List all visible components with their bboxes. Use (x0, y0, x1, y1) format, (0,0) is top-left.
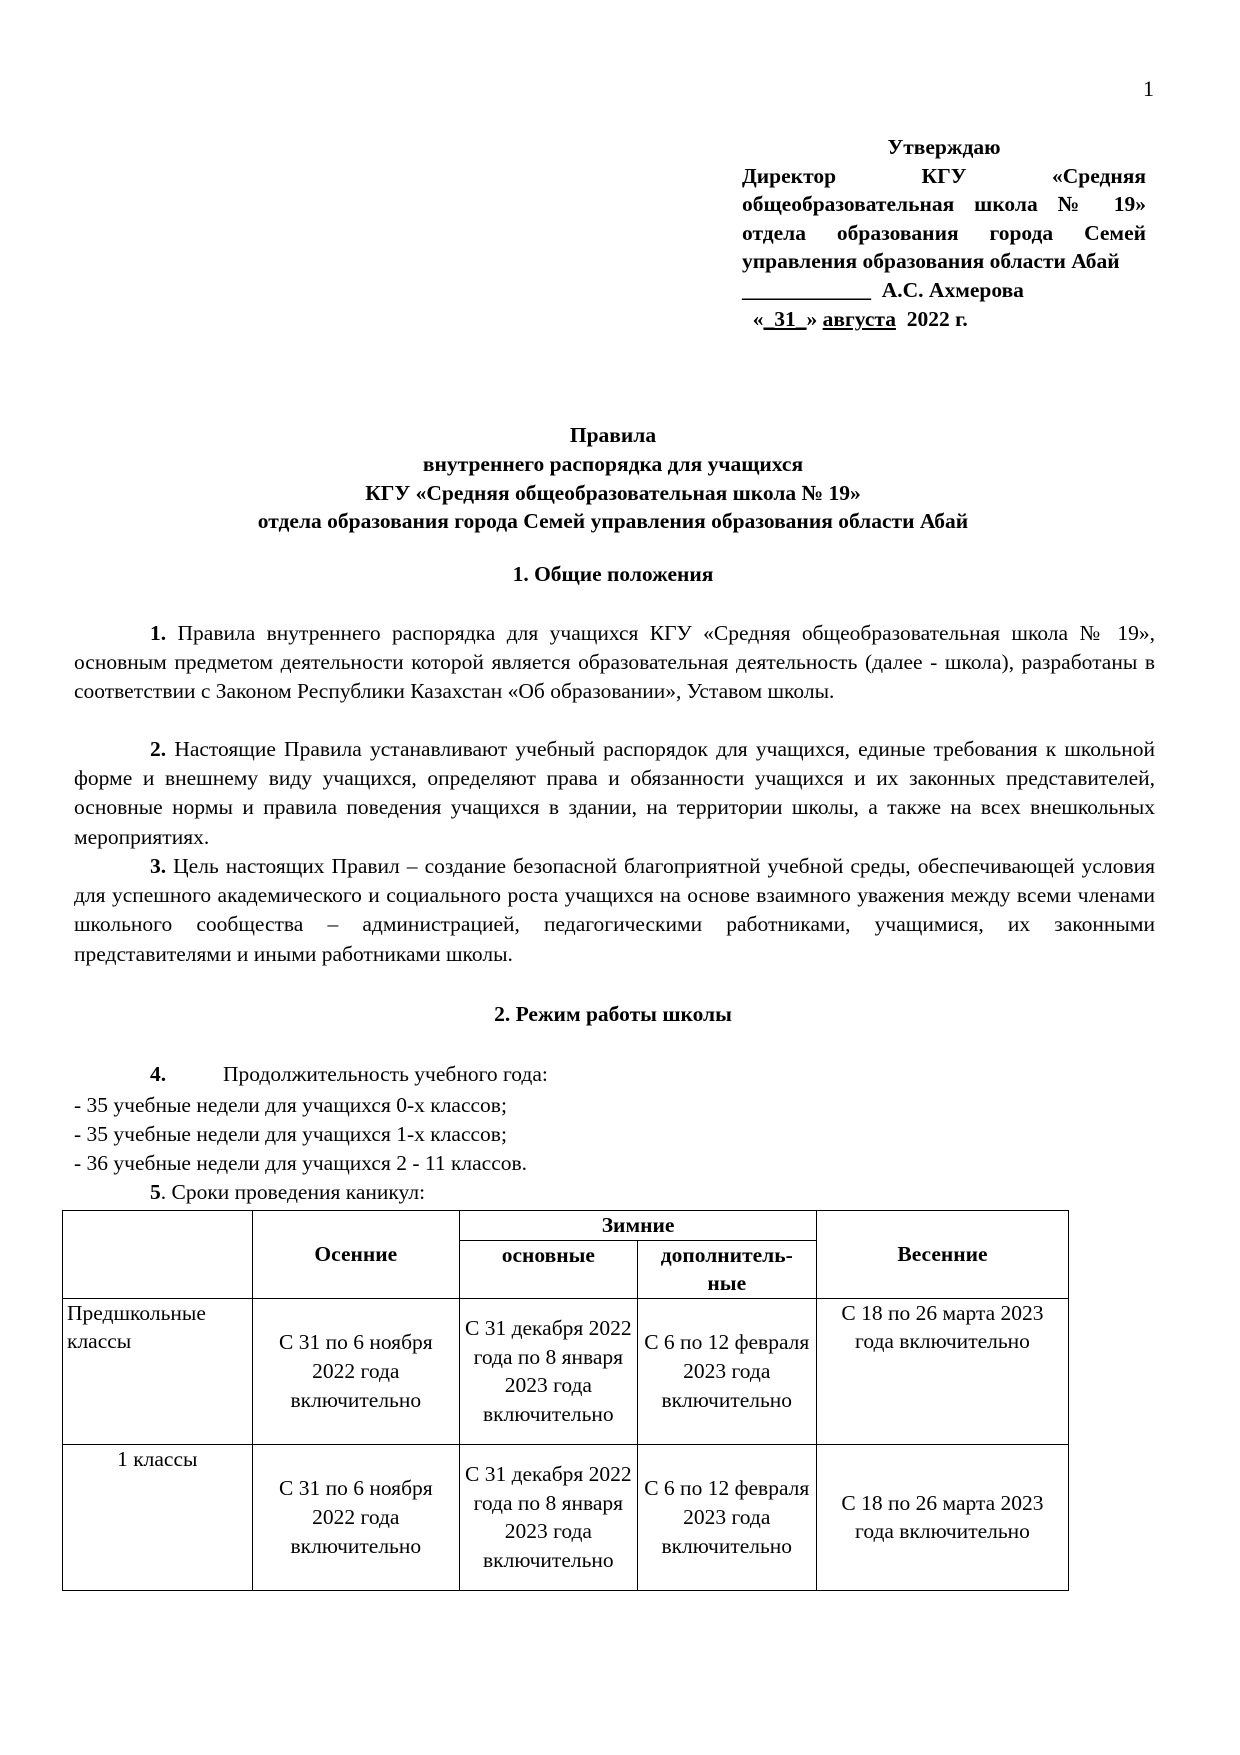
paragraph-2 (74, 735, 1155, 852)
page-number: 1 (1143, 76, 1154, 101)
row-label-preschool: Предшкольные классы (63, 1298, 253, 1444)
date-year: 2022 г. (906, 306, 968, 331)
approval-date (742, 305, 1146, 334)
document-title (70, 421, 1156, 536)
paragraph-4-text: Продолжительность учебного года: (223, 1062, 548, 1086)
table-row (63, 1298, 1069, 1444)
paragraph-5-text: . Сроки проведения каникул: (160, 1180, 426, 1204)
paragraph-3-number: 3. (150, 854, 167, 878)
title-line-1: Правила (569, 423, 657, 447)
cell-autumn: С 31 по 6 ноября 2022 года включительно (252, 1298, 460, 1444)
signature-name: А.С. Ахмерова (881, 277, 1024, 302)
date-month: августа (822, 306, 896, 331)
paragraph-4-number: 4. (150, 1062, 167, 1086)
vacation-table (62, 1210, 1069, 1591)
paragraph-2-number: 2. (150, 737, 167, 761)
section-1-heading: 1. Общие положения (512, 562, 714, 586)
paragraph-3-text: Цель настоящих Правил – создание безопасной благоприятной учебной среды, обеспечивающей условия для успешного академического и социального роста учащихся на основе взаимного уважения между всеми членами школьного сообщества – администрацией, педагогическими работниками, учащимися, их законными представителями и иными работниками школы. (74, 854, 1155, 966)
signature-blank: ____________ (742, 277, 871, 302)
date-close-quote: » (806, 306, 818, 331)
table-row (63, 1444, 1069, 1590)
paragraph-3 (74, 852, 1155, 969)
approval-signature (742, 276, 1146, 305)
header-winter-main: основные (460, 1240, 637, 1298)
header-autumn: Осенние (252, 1211, 460, 1299)
paragraph-1 (74, 619, 1155, 707)
header-winter: Зимние (460, 1211, 817, 1241)
duration-line-2: - 35 учебные недели для учащихся 1-х классов; (74, 1122, 507, 1146)
approval-position: Директор КГУ «Средняя общеобразовательная школа № 19» отдела образования города Семей управления образования области Абай (742, 163, 1146, 274)
cell-autumn: С 31 по 6 ноября 2022 года включительно (252, 1444, 460, 1590)
cell-winter-extra: С 6 по 12 февраля 2023 года включительно (637, 1444, 816, 1590)
header-spring: Весенние (816, 1211, 1068, 1299)
section-2-heading: 2. Режим работы школы (494, 1002, 732, 1026)
table-header-row-1 (63, 1211, 1069, 1241)
paragraph-5-number: 5 (150, 1180, 161, 1204)
date-day: _31_ (763, 306, 807, 331)
duration-line-1: - 35 учебные недели для учащихся 0-х классов; (74, 1093, 507, 1117)
paragraph-1-number: 1. (150, 621, 167, 645)
title-line-4: отдела образования города Семей управления образования области Абай (257, 509, 969, 534)
approval-title: Утверждаю (887, 135, 1001, 159)
paragraph-2-text: Настоящие Правила устанавливают учебный распорядок для учащихся, единые требования к школьной форме и внешнему виду учащихся, определяют права и обязанности учащихся и их законных представителей, основные нормы и правила поведения учащихся в здании, на территории школы, а также на всех внешкольных мероприятиях. (74, 737, 1155, 849)
cell-spring: С 18 по 26 марта 2023 года включительно (816, 1444, 1068, 1590)
approval-block (742, 133, 1146, 333)
row-label-grade-1: 1 классы (63, 1444, 253, 1590)
table-header-empty (63, 1211, 253, 1299)
header-winter-extra: дополнитель-ные (637, 1240, 816, 1298)
date-open-quote: « (752, 306, 764, 331)
title-line-3: КГУ «Средняя общеобразовательная школа № 19» (365, 480, 861, 505)
paragraph-5 (150, 1178, 425, 1207)
cell-winter-main: С 31 декабря 2022 года по 8 января 2023 года включительно (460, 1298, 637, 1444)
title-line-2: внутреннего распорядка для учащихся (422, 451, 804, 476)
cell-winter-extra: С 6 по 12 февраля 2023 года включительно (637, 1298, 816, 1444)
cell-spring: С 18 по 26 марта 2023 года включительно (816, 1298, 1068, 1444)
cell-winter-main: С 31 декабря 2022 года по 8 января 2023 года включительно (460, 1444, 637, 1590)
duration-line-3: - 36 учебные недели для учащихся 2 - 11 классов. (74, 1151, 528, 1175)
paragraph-1-text: Правила внутреннего распорядка для учащихся КГУ «Средняя общеобразовательная школа № 19», основным предметом деятельности которой является образовательная деятельность (далее - школа), разработаны в соответствии с Законом Республики Казахстан «Об образовании», Уставом школы. (74, 621, 1155, 704)
